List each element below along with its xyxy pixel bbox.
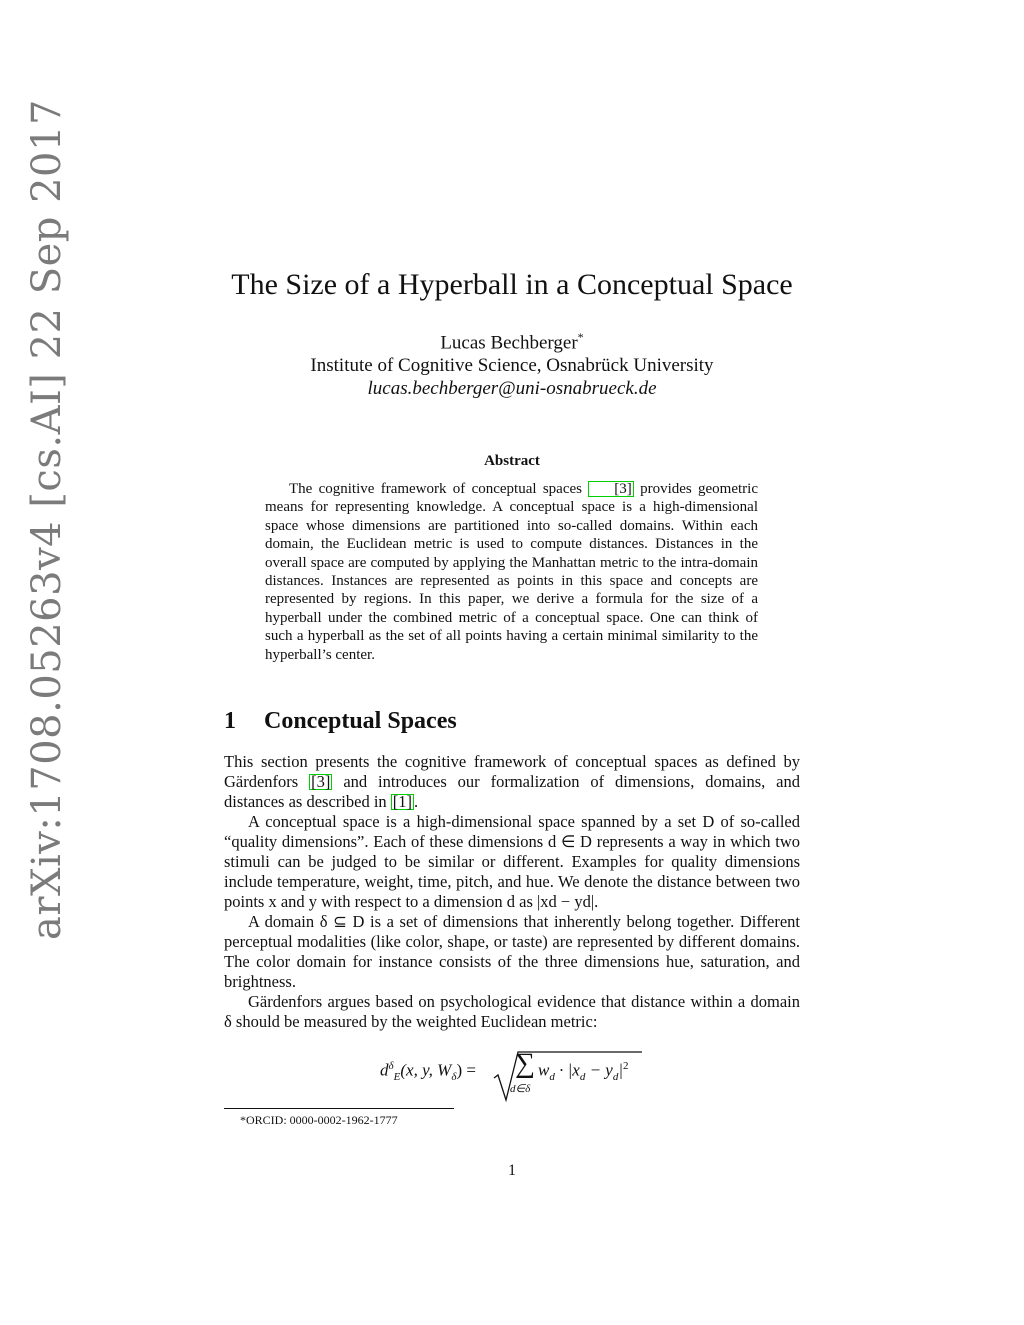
citation-link[interactable]: [3] bbox=[588, 481, 634, 497]
paper-title: The Size of a Hyperball in a Conceptual Space bbox=[231, 268, 793, 301]
eq-y-sub: d bbox=[612, 1071, 619, 1084]
section-heading bbox=[224, 708, 804, 735]
eq-d: d bbox=[380, 1060, 389, 1080]
paragraph-conceptual-space: A conceptual space is a high-dimensional space spanned by a set D of so-called “quality dimensions”. Each of these dimensions d ∈ D represents a way in which two stimuli can be judged to be similar or different. Examples for quality dimensions include temperature, weight, time, pitch, and hue. We denote the distance between two points x and y with respect to a dimension d as |xd − yd|. bbox=[224, 812, 800, 911]
author-affiliation: Institute of Cognitive Science, Osnabrück University bbox=[310, 355, 714, 377]
paragraph-domain: A domain δ ⊆ D is a set of dimensions that inherently belong together. Different perceptual modalities (like color, shape, or taste) are represented by different domains. The color domain for instance consists of the three dimensions hue, saturation, and brightness. bbox=[224, 912, 800, 991]
eq-close: ) = bbox=[456, 1060, 476, 1080]
author-footnote-mark: * bbox=[577, 330, 584, 344]
author-email[interactable]: lucas.bechberger@uni-osnabrueck.de bbox=[367, 378, 657, 400]
eq-args: (x, y, W bbox=[400, 1060, 452, 1080]
eq-mid: · |x bbox=[554, 1060, 580, 1080]
eq-square: 2 bbox=[623, 1060, 629, 1072]
eq-d-sub: E bbox=[393, 1071, 401, 1084]
eq-w-sub-d: d bbox=[549, 1071, 555, 1084]
abstract-heading: Abstract bbox=[484, 453, 540, 469]
citation-link[interactable]: [3] bbox=[311, 772, 331, 791]
paragraph-intro-end: . bbox=[414, 792, 419, 811]
author-block bbox=[0, 326, 1024, 400]
page-number: 1 bbox=[508, 1162, 516, 1179]
abstract-text-part1: The cognitive framework of conceptual spaces bbox=[289, 481, 582, 497]
eq-d-sup: δ bbox=[388, 1060, 394, 1072]
paragraph-intro-part2: and introduces our formalization of dimensions, domains, and distances as described in bbox=[224, 772, 801, 811]
sigma-symbol: ∑ bbox=[515, 1048, 535, 1079]
eq-w: w bbox=[538, 1060, 550, 1080]
euclidean-metric-equation bbox=[380, 1048, 680, 1104]
paragraph-intro-part1: This section presents the cognitive framework of conceptual spaces as defined by Gärdenfors bbox=[224, 752, 800, 791]
equation-lhs bbox=[380, 1060, 476, 1083]
eq-abs-close: | bbox=[618, 1060, 624, 1080]
eq-minus: − y bbox=[585, 1060, 613, 1080]
abstract-text-part2: provides geometric means for representing knowledge. A conceptual space is a high-dimensional space whose dimensions are partitioned into so-called domains. Within each domain, the Euclidean metric is used to compute distances. Distances in the overall space are computed by applying the Manhattan metric to the intra-domain distances. Instances are represented as points in this space and concepts are represented by regions. In this paper, we derive a formula for the size of a hyperball under the combined metric of a conceptual space. One can think of such a hyperball as the set of all points having a certain minimal similarity to the hyperball’s center. bbox=[265, 481, 758, 663]
equation-rhs bbox=[538, 1060, 629, 1083]
citation-link[interactable]: [1] bbox=[392, 792, 413, 811]
footnote-orcid: *ORCID: 0000-0002-1962-1777 bbox=[240, 1113, 398, 1127]
eq-x-sub: d bbox=[579, 1071, 586, 1084]
section-title: Conceptual Spaces bbox=[264, 708, 457, 734]
author-name-text: Lucas Bechberger bbox=[440, 332, 578, 354]
footnote-divider bbox=[224, 1108, 454, 1109]
abstract-text bbox=[265, 480, 758, 664]
paragraph-metric: Gärdenfors argues based on psychological evidence that distance within a domain δ should be measured by the weighted Euclidean metric: bbox=[224, 992, 800, 1031]
paragraph-intro bbox=[224, 752, 800, 812]
arxiv-watermark: arXiv:1708.05263v4 [cs.AI] 22 Sep 2017 bbox=[24, 99, 70, 940]
author-name bbox=[0, 326, 1024, 354]
sigma-subscript: d∈δ bbox=[510, 1083, 531, 1095]
section-body bbox=[224, 752, 800, 1032]
section-number: 1 bbox=[224, 708, 236, 734]
eq-w-sub: δ bbox=[451, 1071, 457, 1084]
